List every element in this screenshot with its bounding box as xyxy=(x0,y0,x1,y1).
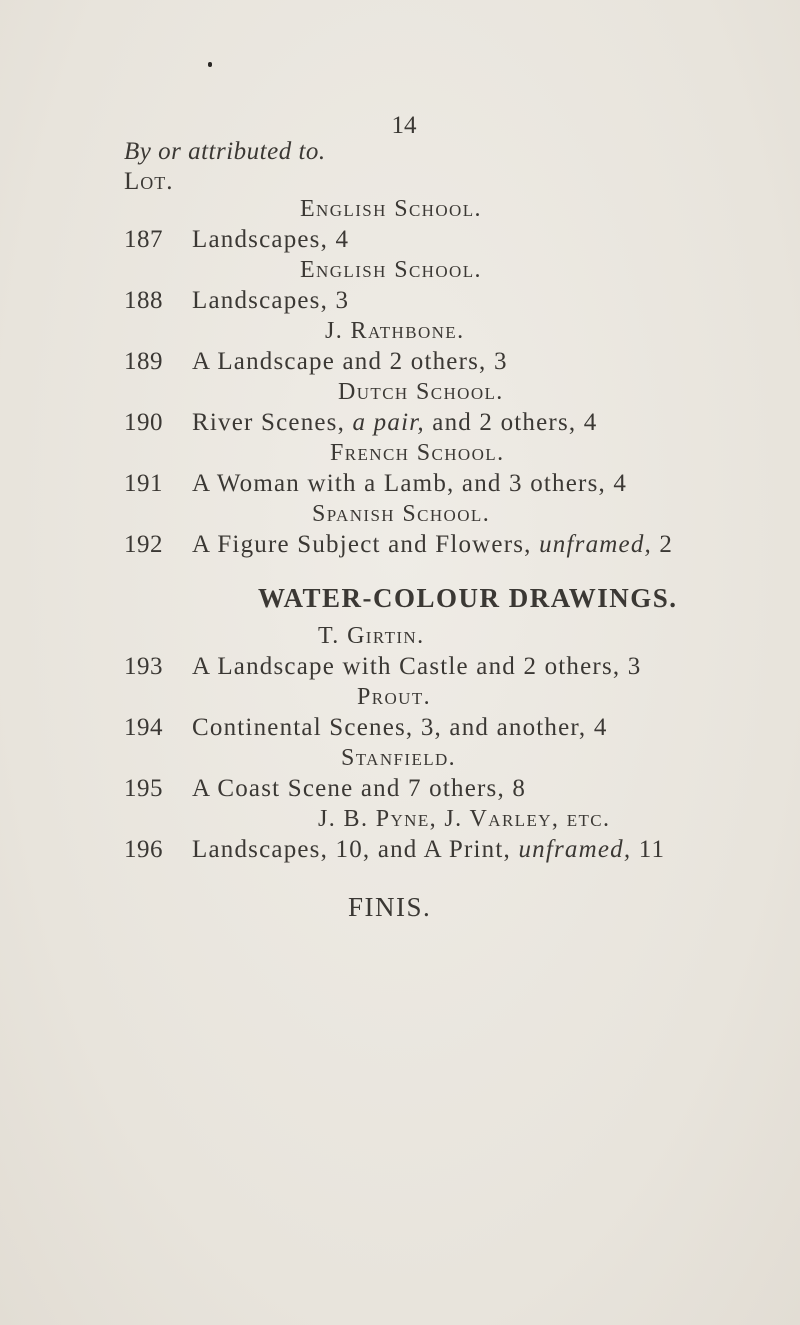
lot-row xyxy=(124,409,597,437)
lot-description: Continental Scenes, 3, and another, 4 xyxy=(192,714,608,741)
description-italic: a pair, xyxy=(352,409,425,436)
lot-description xyxy=(192,836,665,863)
finis-closing: FINIS. xyxy=(348,892,432,922)
lot-row xyxy=(124,531,673,559)
artist-attribution: English School. xyxy=(300,257,482,283)
watercolour-heading: WATER-COLOUR DRAWINGS. xyxy=(258,583,678,613)
lot-number: 192 xyxy=(124,531,163,558)
lot-description: A Landscape and 2 others, 3 xyxy=(192,348,508,375)
lot-row xyxy=(124,287,349,315)
description-text: 11 xyxy=(631,836,666,863)
lot-description xyxy=(192,409,597,436)
lot-row xyxy=(124,714,608,742)
artist-attribution: T. Girtin. xyxy=(318,623,425,649)
lot-row xyxy=(124,836,665,864)
lot-number: 191 xyxy=(124,470,163,497)
lot-number: 187 xyxy=(124,226,163,253)
lot-column-label: Lot. xyxy=(124,168,174,195)
artist-attribution: J. B. Pyne, J. Varley, etc. xyxy=(318,806,611,832)
artist-attribution: French School. xyxy=(330,440,505,466)
lot-row xyxy=(124,470,627,498)
description-text: A Figure Subject and Flowers, xyxy=(192,531,540,558)
description-italic: unframed, xyxy=(518,836,632,863)
lot-number: 188 xyxy=(124,287,163,314)
artist-attribution: Stanfield. xyxy=(341,745,457,771)
description-text: Landscapes, 10, and A Print, xyxy=(192,836,519,863)
lot-number: 196 xyxy=(124,836,163,863)
section-heading: By or attributed to. xyxy=(124,138,326,165)
lot-description: Landscapes, 4 xyxy=(192,226,350,253)
description-italic: unframed, xyxy=(539,531,652,558)
description-text: River Scenes, xyxy=(192,409,353,436)
lot-description: A Coast Scene and 7 others, 8 xyxy=(192,775,527,802)
lot-row xyxy=(124,226,349,254)
artist-attribution: English School. xyxy=(300,196,482,222)
lot-description xyxy=(192,531,673,558)
lot-description: Landscapes, 3 xyxy=(192,287,350,314)
lot-row xyxy=(124,653,642,681)
page-number: 14 xyxy=(391,112,417,139)
ink-speck xyxy=(208,62,212,67)
description-text: and 2 others, 4 xyxy=(424,409,598,436)
artist-attribution: J. Rathbone. xyxy=(325,318,465,344)
lot-number: 193 xyxy=(124,653,163,680)
lot-row xyxy=(124,775,526,803)
artist-attribution: Spanish School. xyxy=(312,501,491,527)
artist-attribution: Prout. xyxy=(357,684,432,710)
description-text: 2 xyxy=(651,531,674,558)
artist-attribution: Dutch School. xyxy=(338,379,504,405)
lot-row xyxy=(124,348,508,376)
lot-number: 194 xyxy=(124,714,163,741)
lot-number: 195 xyxy=(124,775,163,802)
lot-description: A Landscape with Castle and 2 others, 3 xyxy=(192,653,642,680)
lot-description: A Woman with a Lamb, and 3 others, 4 xyxy=(192,470,628,497)
lot-number: 190 xyxy=(124,409,163,436)
lot-number: 189 xyxy=(124,348,163,375)
